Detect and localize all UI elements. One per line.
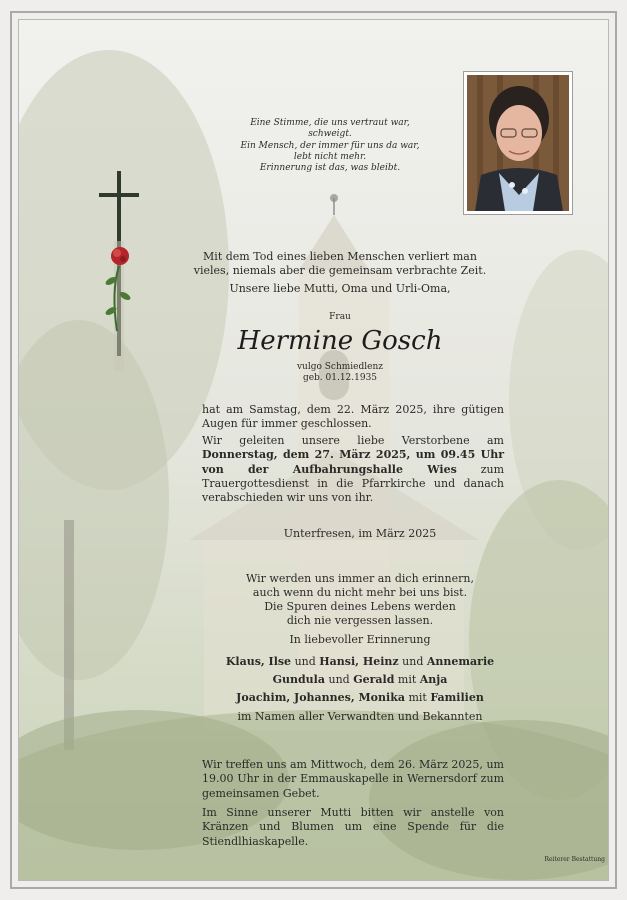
family-names: Klaus, Ilse [225,655,292,668]
family-names: Familien [430,691,484,704]
family-names: Gundula [272,673,325,686]
poem-line: Wir werden uns immer an dich erinnern, [246,572,474,585]
family-connector: und [328,673,350,686]
funeral-text-pre: Wir geleiten unsere liebe Verstorbene am [202,434,504,447]
family-names: Gerald [353,673,395,686]
poem-line: auch wenn du nicht mehr bei uns bist. [252,586,468,600]
family-row: im Namen aller Verwandten und Bekannten [237,710,483,723]
family-names: Hansi, Heinz [319,655,399,668]
family-connector: und [402,655,424,668]
verse-line: lebt nicht mehr. [293,151,367,162]
family-connector: mit [408,691,427,704]
poem-line: Die Spuren deines Lebens werden [264,600,456,614]
family-row [180,691,540,705]
verse-line: schweigt. [308,129,352,140]
donation-request: Im Sinne unserer Mutti bitten wir anstelle von Kränzen und Blumen um eine Spende für die Stiendlhiaskapelle. [202,806,504,848]
intro-line: vieles, niemals aber die gemeinsam verbrachte Zeit. [193,263,487,277]
death-announcement: hat am Samstag, dem 22. März 2025, ihre gütigen Augen für immer geschlossen. [202,403,504,431]
opening-verse [230,118,430,174]
family-names: Anja [419,673,448,686]
salutation: Frau [329,312,351,322]
portrait-photo [463,71,573,215]
funeral-text-post: zum Trauergottesdienst in die Pfarrkirche und danach verabschieden wir uns von ihr. [202,462,505,505]
intro-line: Mit dem Tod eines lieben Menschen verliert man [203,250,477,263]
family-connector: mit [397,673,417,686]
intro-text [180,250,500,295]
deceased-details [280,362,400,384]
family-names: Joachim, Johannes, Monika [236,691,405,704]
funeral-announcement [202,434,504,505]
deceased-name: Hermine Gosch [237,326,443,356]
undertaker-name: Reiterer Bestattung [544,856,605,863]
memorial-poem [210,572,510,628]
intro-line: Unsere liebe Mutti, Oma und Urli-Oma, [229,281,451,295]
place-date: Unterfresen, im März 2025 [283,527,437,540]
memory-line: In liebevoller Erinnerung [289,633,431,646]
family-connector: und [294,655,316,668]
funeral-date-time: Donnerstag, dem 27. März 2025, um 09.45 Uhr von der Aufbahrungshalle Wies [202,448,504,476]
verse-line: Erinnerung ist das, was bleibt. [259,163,401,173]
birth-date: geb. 01.12.1935 [302,372,378,383]
verse-line: Eine Stimme, die uns vertraut war, [250,118,410,128]
family-row [180,673,540,687]
poem-line: dich nie vergessen lassen. [286,614,434,628]
prayer-meeting: Wir treffen uns am Mittwoch, dem 26. März 2025, um 19.00 Uhr in der Emmauskapelle in Wernersdorf zum gemeinsamen Gebet. [202,758,504,800]
family-row [180,655,540,669]
verse-line: Ein Mensch, der immer für uns da war, [240,140,420,151]
cross-with-rose-icon [97,171,141,371]
family-names: Annemarie [426,655,495,668]
vulgo-name: vulgo Schmiedlenz [296,362,384,372]
